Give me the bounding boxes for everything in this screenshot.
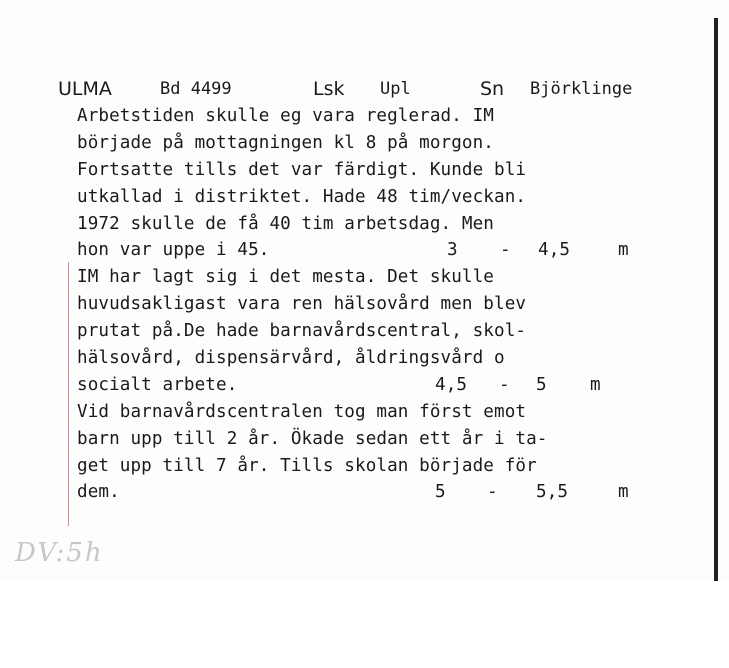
archive-code: ULMA [58,78,112,100]
archive-tab-label: DV:5h [15,538,104,568]
page-ref-to: 5,5 [536,482,569,503]
page-ref-from: 4,5 [435,374,468,395]
text-line: dem. 5 - 5,5 m [77,479,707,506]
page-ref-from: 3 [447,240,458,261]
record-number: Bd 4499 [160,79,232,99]
page-ref-unit: m [590,374,601,395]
text-line: IM har lagt sig i det mesta. Det skulle [77,267,495,288]
text-line: hälsovård, dispensärvård, åldringsvård o [77,348,505,369]
landskap-label: Lsk [313,78,345,100]
page-ref-dash: - [500,240,511,261]
page-ref-to: 5 [536,374,547,395]
socken-label: Sn [480,78,505,100]
margin-mark [68,262,69,526]
text-line: prutat på.De hade barnavårdscentral, skol- [77,321,527,342]
text-line: började på mottagningen kl 8 på morgon. [77,132,495,153]
page-ref-from: 5 [435,482,446,503]
card-header [0,76,729,102]
socken-value: Björklinge [530,79,633,99]
page-ref-unit: m [618,240,629,261]
text-line: barn upp till 2 år. Ökade sedan ett år i ta- [77,428,548,449]
landskap-value: Upl [380,79,411,99]
text-line: huvudsakligast vara ren hälsovård men blev [77,294,527,315]
text-line: socialt arbete. 4,5 - 5 m [77,372,707,399]
text-line: utkallad i distriktet. Hade 48 tim/veckan. [77,186,527,207]
page-ref-unit: m [618,482,629,503]
page-ref-dash: - [499,374,510,395]
card-edge [714,18,718,581]
text-line: Fortsatte tills det var färdigt. Kunde bli [77,159,527,180]
page-ref-to: 4,5 [538,240,571,261]
text-line: 1972 skulle de få 40 tim arbetsdag. Men [77,213,495,234]
text-line: hon var uppe i 45. 3 - 4,5 m [77,237,707,264]
text-line: get upp till 7 år. Tills skolan började för [77,455,537,476]
page-ref-dash: - [487,482,498,503]
text-line: Vid barnavårdscentralen tog man först emot [77,401,527,422]
typed-notes [77,103,707,506]
text-line: Arbetstiden skulle eg vara reglerad. IM [77,106,495,126]
